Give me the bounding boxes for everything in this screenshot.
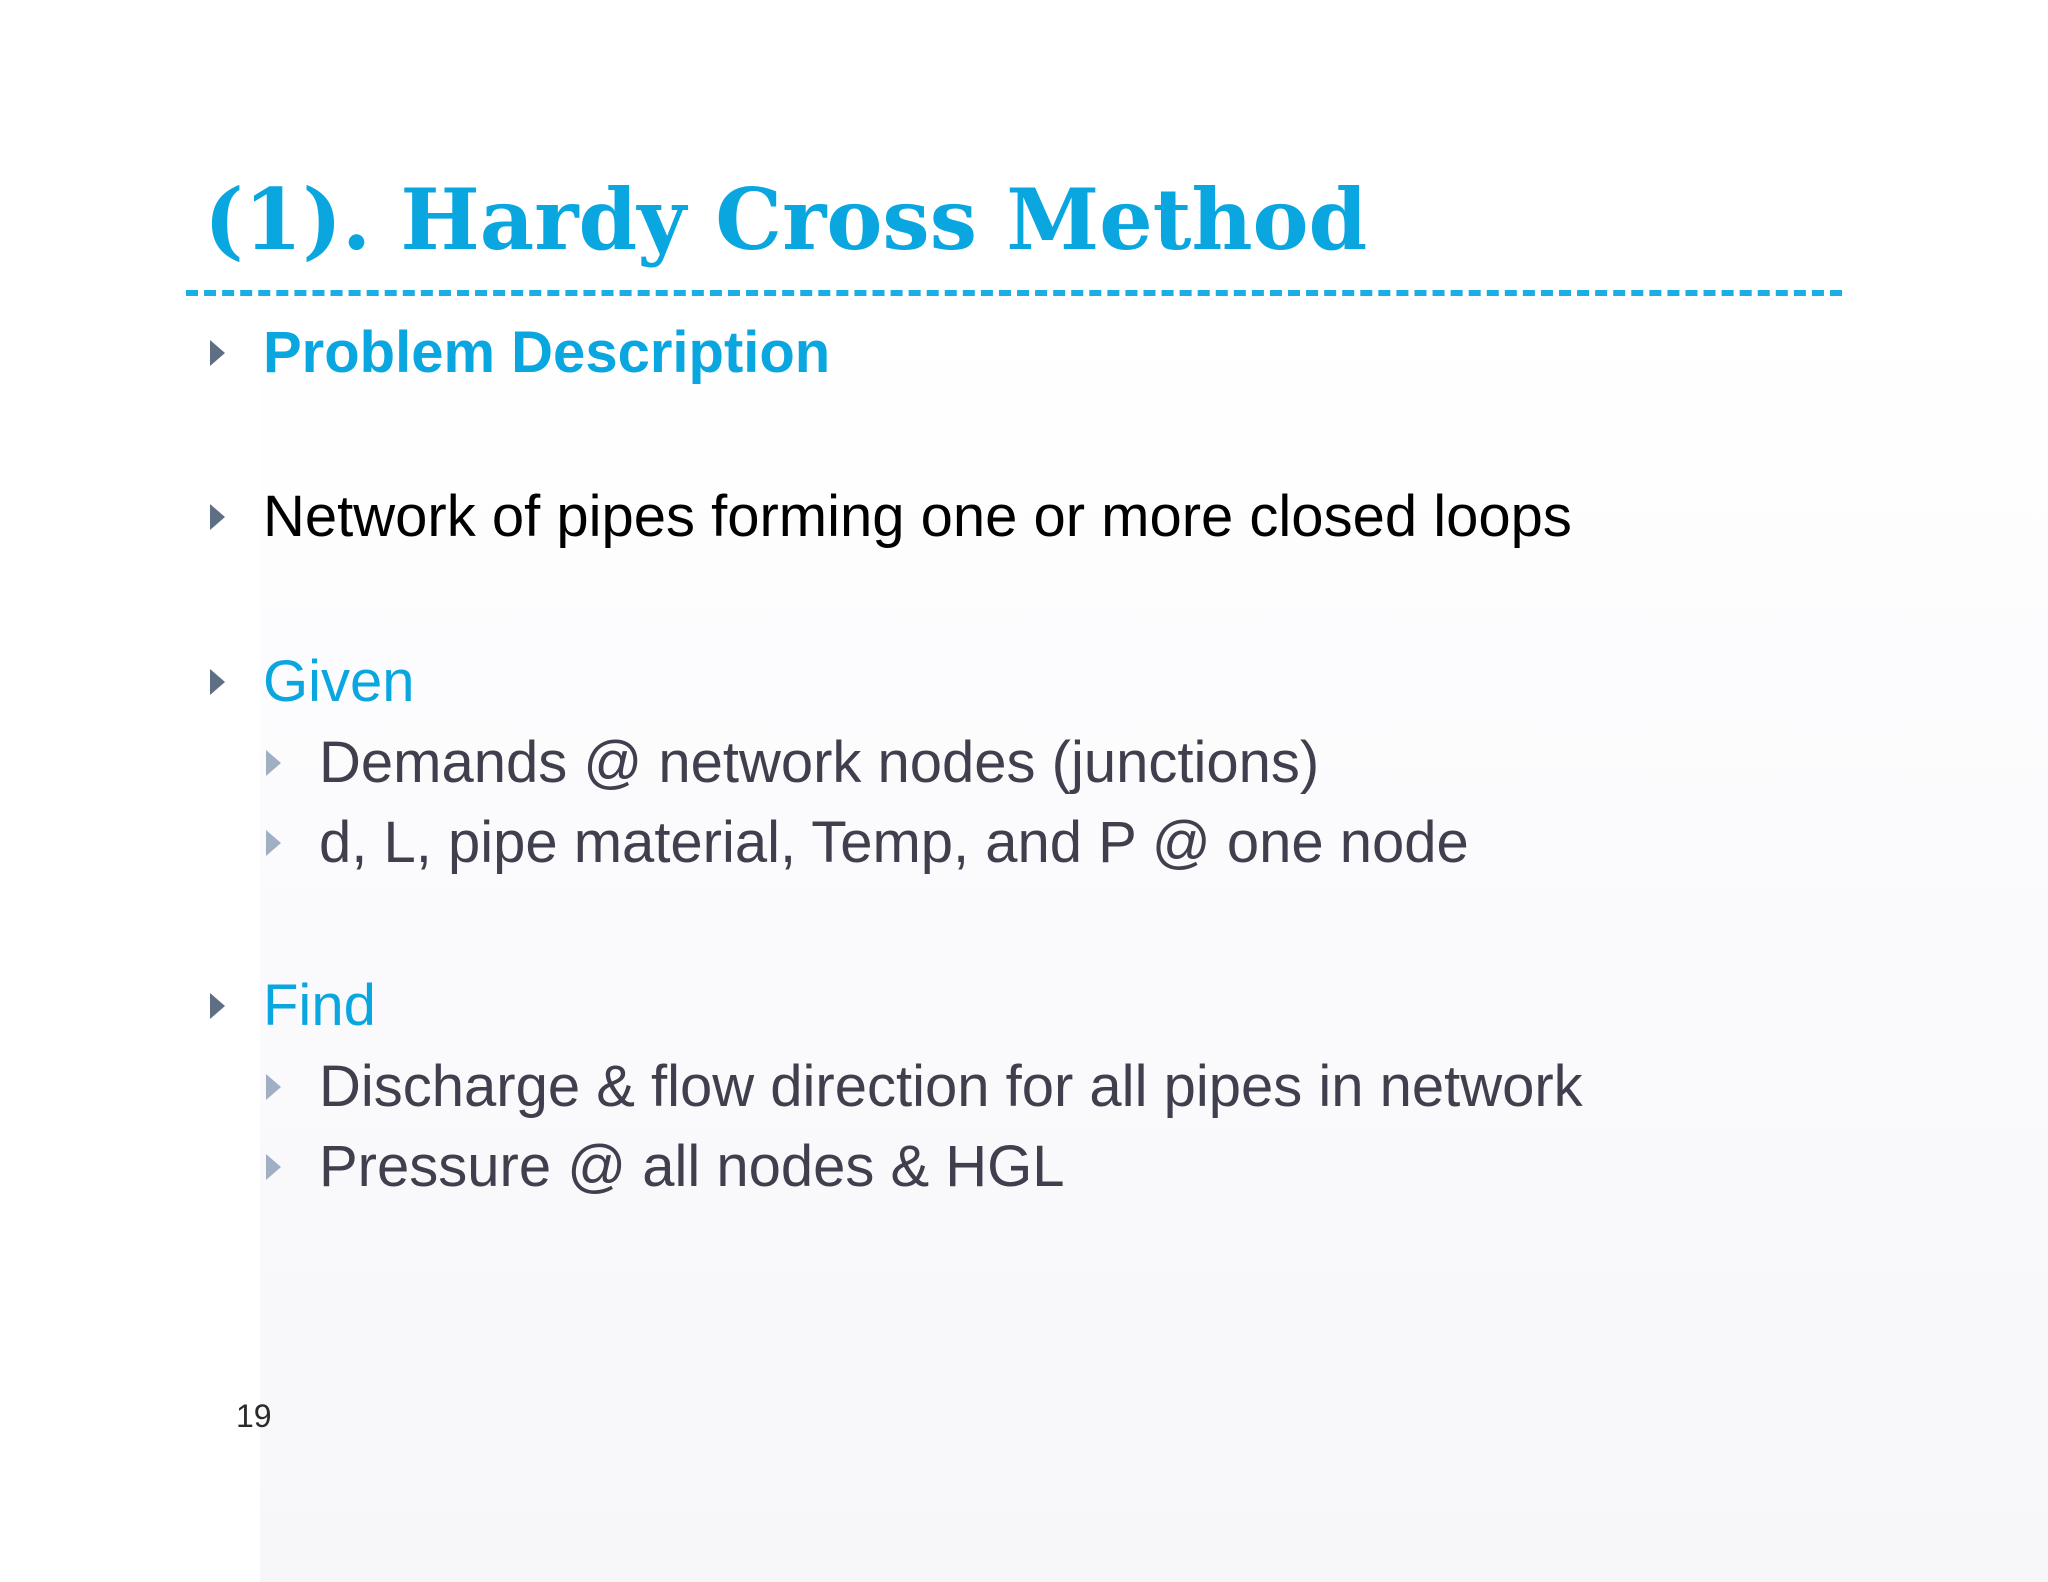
sub-bullet-label: Discharge & flow direction for all pipes in network: [319, 1054, 1583, 1119]
sub-bullet-pressure: [266, 1132, 1065, 1202]
title-divider: [186, 290, 1842, 296]
bullet-problem-description: [210, 318, 830, 388]
sub-bullet-label: Demands @ network nodes (junctions): [319, 730, 1320, 795]
triangle-right-icon: [266, 830, 281, 856]
bullet-label: Network of pipes forming one or more closed loops: [263, 484, 1572, 549]
sub-bullet-label: Pressure @ all nodes & HGL: [319, 1134, 1065, 1199]
bullet-label: Given: [263, 649, 415, 714]
slide-title: (1). Hardy Cross Method: [204, 170, 1368, 269]
bullet-label: Find: [263, 973, 376, 1038]
sub-bullet-label: d, L, pipe material, Temp, and P @ one node: [319, 810, 1469, 875]
triangle-right-icon: [266, 1074, 281, 1100]
bullet-find: [210, 971, 376, 1041]
sub-bullet-pipe-properties: [266, 808, 1469, 878]
triangle-right-icon: [210, 504, 225, 530]
page-number: 19: [236, 1398, 272, 1434]
sub-bullet-discharge: [266, 1052, 1583, 1122]
triangle-right-icon: [210, 340, 225, 366]
bullet-label: Problem Description: [263, 320, 831, 385]
bullet-network-description: [210, 482, 1572, 552]
triangle-right-icon: [266, 1154, 281, 1180]
sub-bullet-demands: [266, 728, 1319, 798]
triangle-right-icon: [210, 669, 225, 695]
triangle-right-icon: [210, 993, 225, 1019]
bullet-given: [210, 647, 415, 717]
triangle-right-icon: [266, 750, 281, 776]
